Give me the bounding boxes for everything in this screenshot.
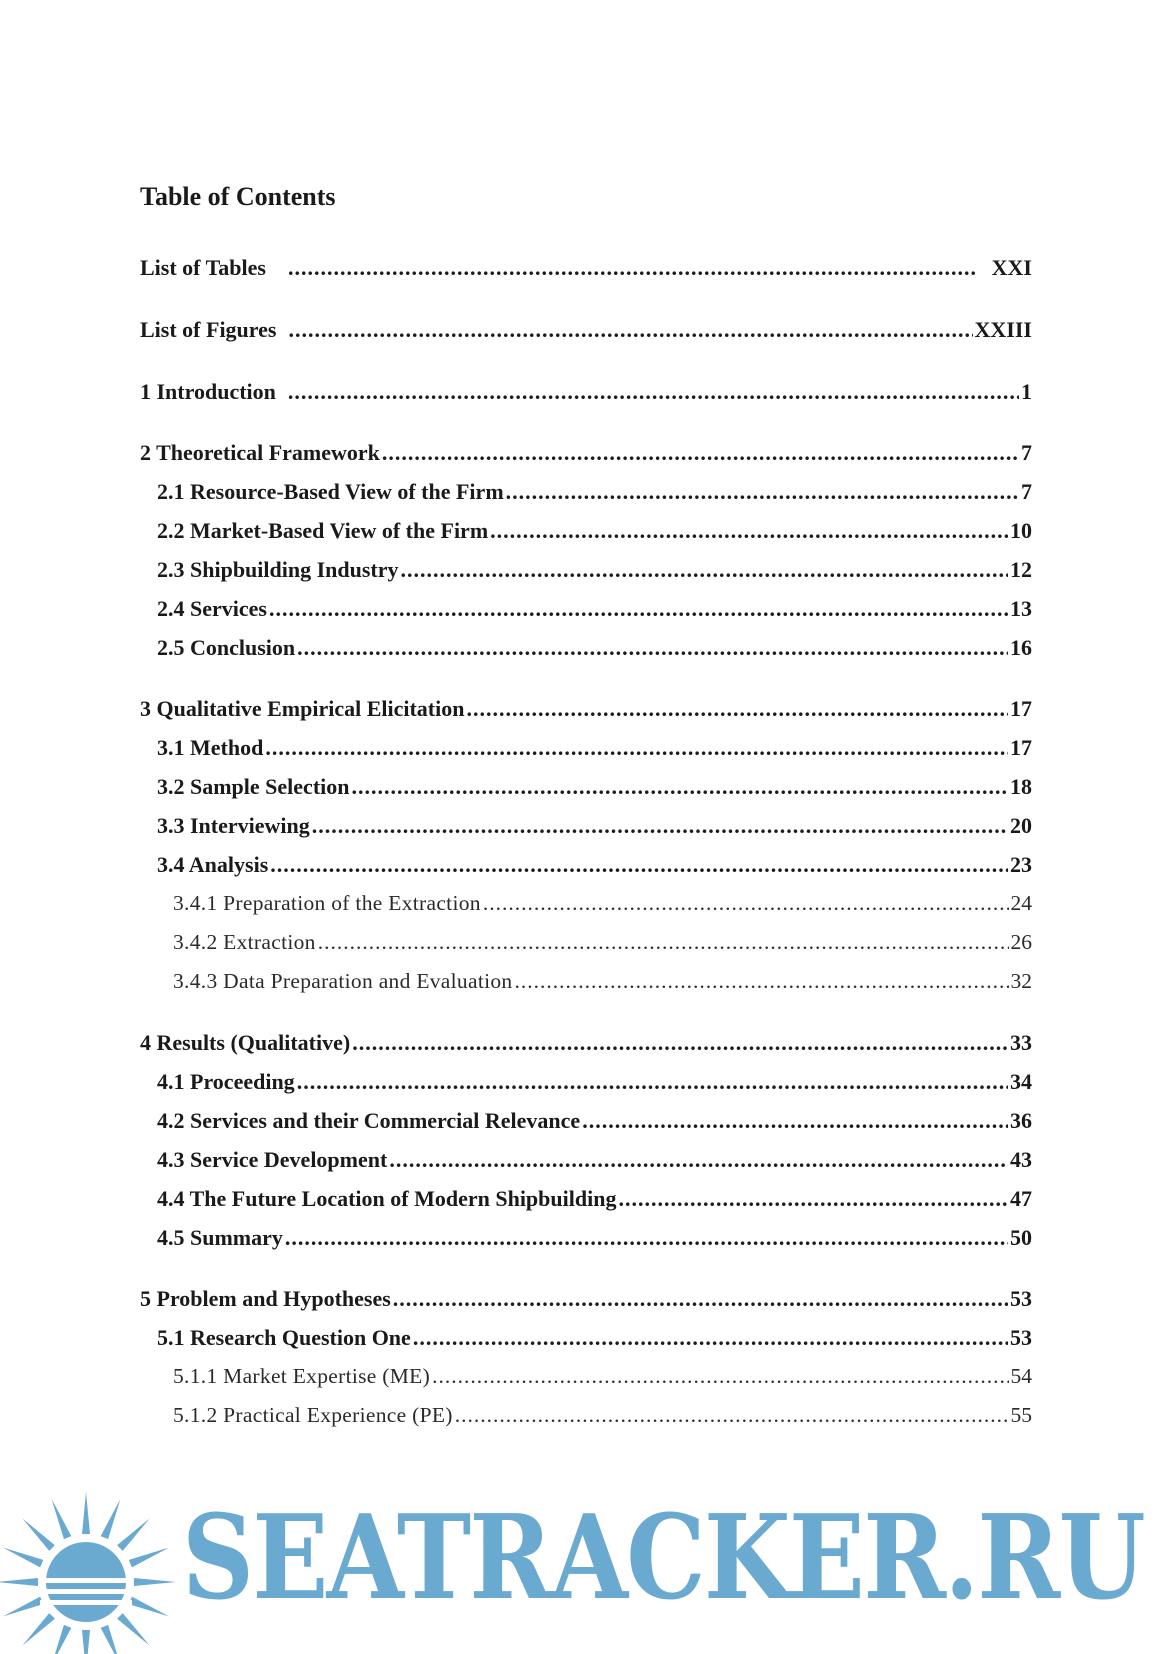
dot-leader — [514, 969, 1008, 994]
toc-entry-label: 2.1 Resource-Based View of the Firm — [157, 479, 504, 504]
toc-entry-label: 4.2 Services and their Commercial Relevance — [157, 1108, 581, 1133]
toc-entry-label: 3 Qualitative Empirical Elicitation — [140, 696, 465, 721]
toc-entry-label: 3.4 Analysis — [157, 852, 269, 877]
toc-entry-section-4-3[interactable] — [157, 1147, 1032, 1177]
toc-entry-label: List of Figures — [140, 317, 277, 342]
toc-entry-label: 2 Theoretical Framework — [140, 440, 380, 465]
toc-entry-section-2-1[interactable] — [157, 479, 1032, 509]
toc-entry-label: 3.4.2 Extraction — [173, 930, 316, 954]
dot-leader — [382, 440, 1019, 466]
page-title: Table of Contents — [140, 182, 336, 211]
dot-leader — [466, 696, 1008, 722]
dot-leader — [312, 813, 1008, 839]
toc-entry-section-3-4[interactable] — [157, 852, 1032, 882]
dot-leader — [352, 1030, 1008, 1056]
toc-entry-section-2-4[interactable] — [157, 596, 1032, 626]
toc-entry-page: 36 — [1010, 1108, 1032, 1133]
toc-entry-page: 47 — [1010, 1186, 1032, 1211]
toc-entry-page: XXI — [991, 255, 1032, 280]
toc-entry-page: 23 — [1010, 852, 1032, 877]
watermark-text: SEATRACKER.RU — [182, 1490, 1144, 1626]
dot-leader — [618, 1186, 1008, 1212]
toc-entry-label: 5 Problem and Hypotheses — [140, 1286, 391, 1311]
toc-entry-page: 43 — [1010, 1147, 1032, 1172]
toc-entry-page: 12 — [1010, 557, 1032, 582]
toc-entry-label: 3.1 Method — [157, 735, 264, 760]
dot-leader — [401, 557, 1008, 583]
toc-entry-section-3-2[interactable] — [157, 774, 1032, 804]
dot-leader — [288, 255, 978, 281]
toc-entry-label: 4.5 Summary — [157, 1225, 283, 1250]
toc-entry-label: List of Tables — [140, 255, 266, 280]
toc-entry-page: 7 — [1021, 440, 1032, 465]
dot-leader — [318, 930, 1009, 955]
toc-entry-page: 26 — [1010, 930, 1032, 954]
toc-entry-section-4-2[interactable] — [157, 1108, 1032, 1138]
dot-leader — [389, 1147, 1008, 1173]
toc-entry-section-4-5[interactable] — [157, 1225, 1032, 1255]
dot-leader — [288, 379, 1019, 405]
dot-leader — [483, 891, 1009, 916]
dot-leader — [288, 317, 972, 343]
toc-entry-label: 2.5 Conclusion — [157, 635, 296, 660]
toc-entry-label: 2.3 Shipbuilding Industry — [157, 557, 399, 582]
toc-entry-label: 5.1.2 Practical Experience (PE) — [173, 1403, 453, 1427]
toc-entry-page: 34 — [1010, 1069, 1032, 1094]
toc-entry-label: 4.3 Service Development — [157, 1147, 388, 1172]
toc-entry-page: 17 — [1010, 735, 1032, 760]
toc-entry-page: 55 — [1010, 1403, 1032, 1427]
toc-entry-label: 2.2 Market-Based View of the Firm — [157, 518, 489, 543]
dot-leader — [265, 735, 1008, 761]
dot-leader — [297, 1069, 1008, 1095]
toc-entry-page: 18 — [1010, 774, 1032, 799]
toc-entry-label: 4 Results (Qualitative) — [140, 1030, 351, 1055]
toc-entry-list-of-figures[interactable] — [140, 317, 1032, 347]
dot-leader — [582, 1108, 1008, 1134]
toc-entry-section-5-1[interactable] — [157, 1325, 1032, 1355]
dot-leader — [432, 1364, 1008, 1389]
toc-entry-page: 32 — [1010, 969, 1032, 993]
toc-entry-page: 54 — [1010, 1364, 1032, 1388]
toc-entry-subsection-3-4-3[interactable] — [173, 969, 1032, 999]
toc-entry-label: 3.4.3 Data Preparation and Evaluation — [173, 969, 513, 993]
dot-leader — [297, 635, 1008, 661]
toc-entry-label: 5.1 Research Question One — [157, 1325, 411, 1350]
toc-entry-chapter-1[interactable] — [140, 379, 1032, 409]
toc-entry-section-4-4[interactable] — [157, 1186, 1032, 1216]
toc-entry-page: 7 — [1021, 479, 1032, 504]
toc-entry-page: 20 — [1010, 813, 1032, 838]
dot-leader — [393, 1286, 1008, 1312]
toc-entry-section-4-1[interactable] — [157, 1069, 1032, 1099]
toc-entry-section-3-3[interactable] — [157, 813, 1032, 843]
toc-entry-page: 10 — [1010, 518, 1032, 543]
toc-entry-subsection-5-1-2[interactable] — [173, 1403, 1032, 1433]
sun-logo-icon — [0, 1490, 180, 1654]
dot-leader — [455, 1403, 1009, 1428]
toc-entry-label: 4.1 Proceeding — [157, 1069, 295, 1094]
toc-entry-chapter-3[interactable] — [140, 696, 1032, 726]
toc-entry-page: 24 — [1010, 891, 1032, 915]
toc-entry-page: XXIII — [974, 317, 1032, 342]
toc-entry-label: 4.4 The Future Location of Modern Shipbuilding — [157, 1186, 617, 1211]
toc-entry-section-2-2[interactable] — [157, 518, 1032, 548]
toc-entry-subsection-5-1-1[interactable] — [173, 1364, 1032, 1394]
toc-entry-page: 16 — [1010, 635, 1032, 660]
toc-entry-label: 3.3 Interviewing — [157, 813, 310, 838]
dot-leader — [269, 596, 1008, 622]
toc-entry-label: 3.2 Sample Selection — [157, 774, 350, 799]
toc-entry-list-of-tables[interactable] — [140, 255, 1032, 285]
toc-entry-chapter-2[interactable] — [140, 440, 1032, 470]
toc-entry-section-2-5[interactable] — [157, 635, 1032, 665]
toc-entry-page: 1 — [1021, 379, 1032, 404]
toc-entry-page: 13 — [1010, 596, 1032, 621]
toc-entry-label: 2.4 Services — [157, 596, 267, 621]
toc-entry-chapter-5[interactable] — [140, 1286, 1032, 1316]
dot-leader — [413, 1325, 1008, 1351]
toc-entry-page: 53 — [1010, 1325, 1032, 1350]
toc-entry-section-3-1[interactable] — [157, 735, 1032, 765]
toc-entry-page: 17 — [1010, 696, 1032, 721]
dot-leader — [352, 774, 1009, 800]
dot-leader — [285, 1225, 1008, 1251]
dot-leader — [506, 479, 1019, 505]
toc-entry-subsection-3-4-1[interactable] — [173, 891, 1032, 921]
toc-entry-page: 53 — [1010, 1286, 1032, 1311]
toc-entry-label: 1 Introduction — [140, 379, 276, 404]
toc-entry-page: 33 — [1010, 1030, 1032, 1055]
toc-entry-chapter-4[interactable] — [140, 1030, 1032, 1060]
dot-leader — [490, 518, 1008, 544]
toc-entry-label: 5.1.1 Market Expertise (ME) — [173, 1364, 431, 1388]
dot-leader — [270, 852, 1008, 878]
toc-entry-section-2-3[interactable] — [157, 557, 1032, 587]
toc-entry-label: 3.4.1 Preparation of the Extraction — [173, 891, 481, 915]
toc-entry-subsection-3-4-2[interactable] — [173, 930, 1032, 960]
toc-entry-page: 50 — [1010, 1225, 1032, 1250]
